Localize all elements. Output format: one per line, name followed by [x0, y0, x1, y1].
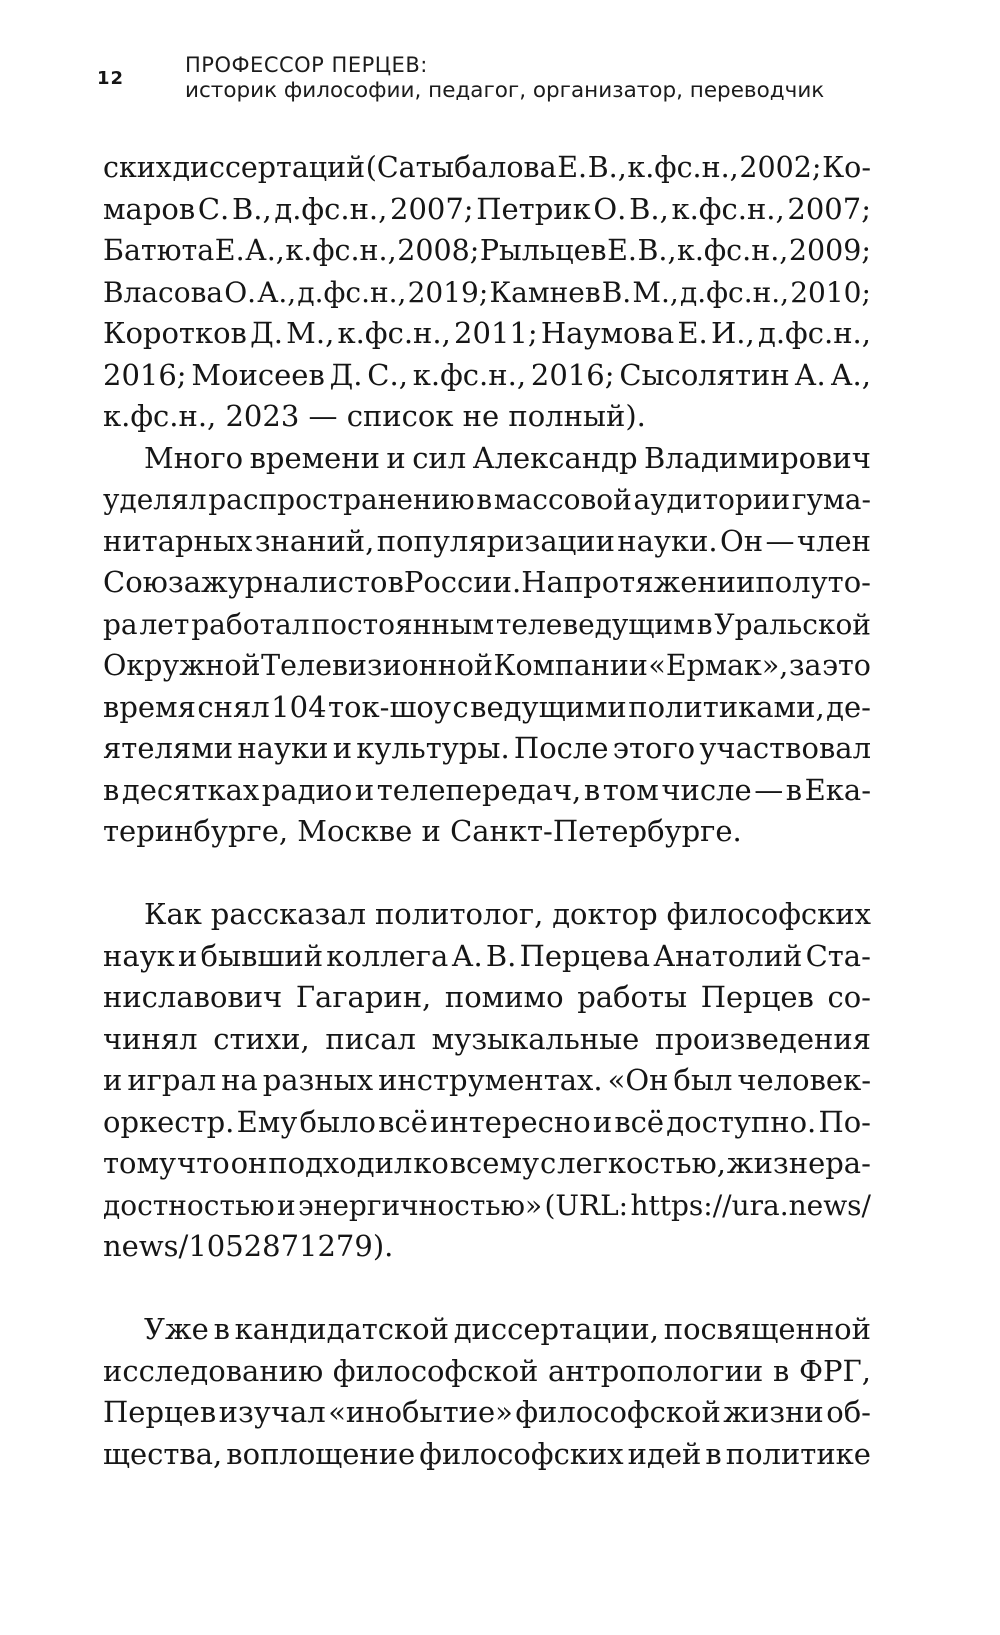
paragraph — [103, 438, 871, 853]
paragraph — [103, 894, 871, 1268]
text-line: Батюта Е. А., к.фс.н., 2008; Рыльцев Е. В., к.фс.н., 2009; — [103, 234, 871, 267]
text-line: Как рассказал политолог, доктор философских — [144, 897, 871, 931]
paragraph — [103, 147, 871, 438]
text-line: исследованию философской антропологии в ФРГ, — [103, 1353, 871, 1388]
text-line: в десятках радио и телепередач, в том числе — в Ека- — [103, 772, 871, 807]
text-line: нитарных знаний, популяризации науки. Он — член — [103, 523, 871, 558]
paragraph — [103, 1309, 871, 1475]
text-line: чинял стихи, писал музыкальные произведения — [103, 1021, 871, 1056]
text-line: news/1052871279). — [103, 1229, 394, 1263]
text-line: тому что он подходил ко всему с легкостью, жизнера- — [103, 1146, 871, 1180]
text-line: достностью и энергичностью» (URL: https://ura.news/ — [103, 1188, 871, 1222]
text-line: время снял 104 ток-шоу с ведущими политиками, де- — [103, 689, 871, 724]
text-line: уделял распространению в массовой аудитории гума- — [103, 483, 871, 516]
running-head-title: ПРОФЕССОР ПЕРЦЕВ: — [185, 53, 428, 77]
paragraph-gap — [103, 1268, 871, 1310]
text-line: оркестр. Ему было всё интересно и всё доступно. По- — [103, 1104, 871, 1139]
text-line: теринбурге, Москве и Санкт-Петербурге. — [103, 814, 742, 848]
paragraph-gap — [103, 853, 871, 895]
text-line: 2016; Моисеев Д. С., к.фс.н., 2016; Сысолятин А. А., — [103, 357, 871, 392]
page-number: 12 — [97, 68, 125, 89]
text-line: и играл на разных инструментах. «Он был человек- — [103, 1063, 871, 1097]
text-line: Перцев изучал «инобытие» философской жизни об- — [103, 1395, 871, 1429]
text-line: щества, воплощение философских идей в политике — [103, 1436, 871, 1471]
text-line: Коротков Д. М., к.фс.н., 2011; Наумова Е. И., д.фс.н., — [103, 316, 871, 350]
text-line: ра лет работал постоянным телеведущим в Уральской — [103, 607, 871, 641]
text-line: Много времени и сил Александр Владимирович — [144, 440, 871, 475]
text-line: маров С. В., д.фс.н., 2007; Петрик О. В., к.фс.н., 2007; — [103, 191, 871, 226]
text-line: ятелями науки и культуры. После этого участвовал — [103, 731, 871, 765]
text-line: ниславович Гагарин, помимо работы Перцев со- — [103, 980, 871, 1014]
running-head-subtitle: историк философии, педагог, организатор, переводчик — [185, 78, 825, 103]
text-line: Союза журналистов России. На протяжении полуто- — [103, 565, 871, 599]
body-text — [103, 147, 871, 1475]
text-line: наук и бывший коллега А. В. Перцева Анатолий Ста- — [103, 938, 871, 973]
text-line: ских диссертаций (Сатыбалова Е. В., к.фс.н., 2002; Ко- — [103, 151, 871, 184]
text-line: Уже в кандидатской диссертации, посвященной — [144, 1312, 871, 1346]
running-head — [185, 52, 824, 104]
text-line: к.фс.н., 2023 — список не полный). — [103, 399, 646, 433]
text-line: Власова О. А., д.фс.н., 2019; Камнев В. М., д.фс.н., 2010; — [103, 275, 871, 309]
text-line: Окружной Телевизионной Компании «Ермак», за это — [103, 649, 871, 682]
